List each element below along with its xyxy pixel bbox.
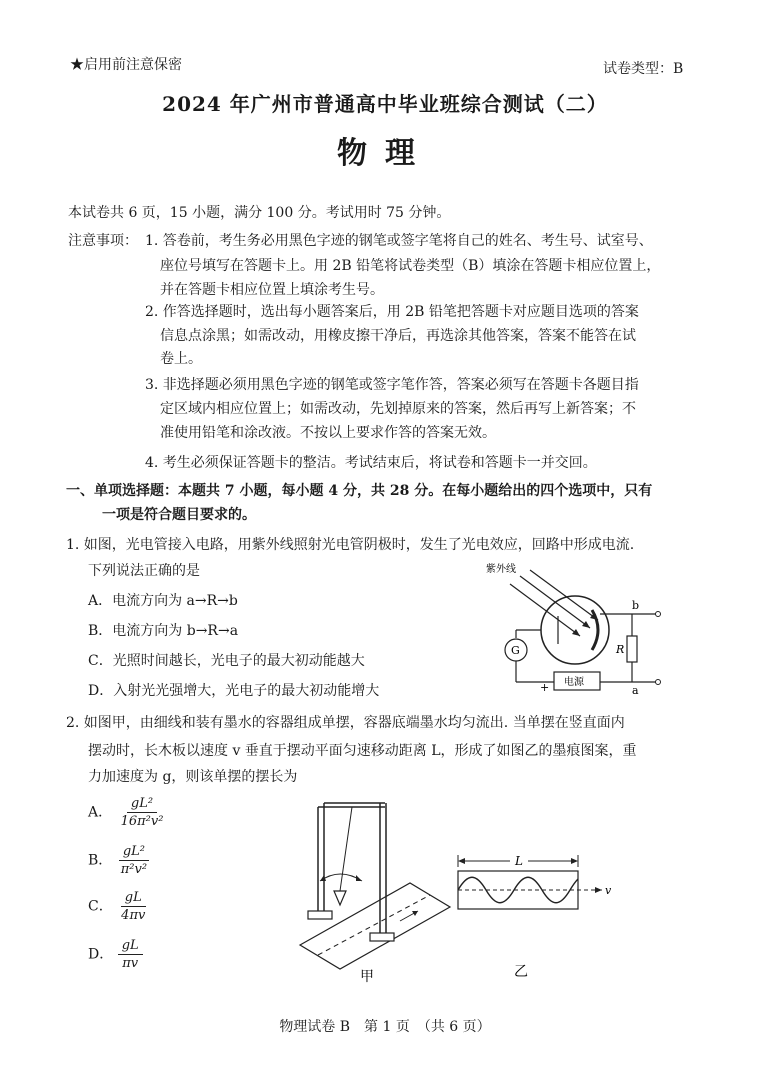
length-label: L [515, 854, 523, 868]
q2-option-a-denominator: 16π²v² [120, 814, 164, 829]
q1-stem-line-2: 下列说法正确的是 [88, 563, 200, 579]
q2-option-d-letter: D． [88, 946, 114, 963]
exam-title: 2024 年广州市普通高中毕业班综合测试（二） [162, 92, 608, 116]
velocity-label: v [605, 884, 612, 897]
note-2-line-1: 2. 作答选择题时，选出每小题答案后，用 2B 铅笔把答题卡对应题目选项的答案 [145, 304, 639, 320]
figure-yi-label: 乙 [514, 964, 528, 980]
q2-option-c [88, 890, 149, 923]
confidential-label: ★启用前注意保密 [70, 57, 182, 73]
pendulum-figure-jia [290, 795, 460, 985]
ink-trace-figure-yi [452, 845, 622, 985]
q2-option-b-numerator: gL² [119, 844, 149, 861]
terminal-a: a [632, 684, 639, 697]
q2-stem-line-3: 力加速度为 g，则该单摆的摆长为 [88, 769, 298, 785]
q2-option-a [88, 796, 167, 829]
q2-stem-line-2: 摆动时，长木板以速度 v 垂直于摆动平面匀速移动距离 L，形成了如图乙的墨痕图案，重 [88, 743, 637, 759]
q2-option-b-denominator: π²v² [120, 862, 148, 877]
wooden-board [300, 883, 450, 969]
q2-option-a-numerator: gL² [127, 796, 157, 813]
q2-option-d-denominator: πv [122, 956, 139, 971]
note-1-line-1: 1. 答卷前，考生务必用黑色字迹的钢笔或签字笔将自己的姓名、考生号、试室号、 [145, 233, 653, 249]
note-1-line-2: 座位号填写在答题卡上。用 2B 铅笔将试卷类型（B）填涂在答题卡相应位置上， [160, 258, 661, 274]
uv-label: 紫外线 [486, 564, 516, 575]
note-1-line-3: 并在答题卡相应位置上填涂考生号。 [160, 282, 384, 298]
q1-option-d: D．入射光光强增大，光电子的最大初动能增大 [88, 683, 380, 699]
resistor [627, 636, 637, 662]
ink-container [334, 891, 346, 905]
note-3-line-2: 定区域内相应位置上；如需改动，先划掉原来的答案，然后再写上新答案；不 [160, 401, 636, 417]
q1-option-c: C．光照时间越长，光电子的最大初动能越大 [88, 653, 365, 669]
plus-sign: + [540, 681, 550, 694]
q2-option-c-letter: C． [88, 898, 113, 915]
q1-stem-line-1: 1. 如图，光电管接入电路，用紫外线照射光电管阴极时，发生了光电效应，回路中形成电流. [66, 537, 635, 553]
notes-label: 注意事项： [68, 233, 138, 249]
section-1-heading: 一、单项选择题：本题共 7 小题，每小题 4 分，共 28 分。在每小题给出的四个选项中，只有 [66, 483, 653, 499]
q2-option-a-letter: A． [88, 804, 113, 821]
section-1-heading-cont: 一项是符合题目要求的。 [102, 507, 256, 523]
note-2-line-2: 信息点涂黑；如需改动，用橡皮擦干净后，再选涂其他答案，答案不能答在试 [160, 328, 636, 344]
q2-option-d-numerator: gL [118, 938, 143, 955]
note-3-line-1: 3. 非选择题必须用黑色字迹的钢笔或签字笔作答，答案必须写在答题卡各题目指 [145, 377, 639, 393]
photoelectric-circuit-figure [480, 558, 680, 698]
subject-title: 物理 [337, 136, 433, 171]
paper-type-label: 试卷类型：B [603, 61, 684, 77]
power-source-label: 电源 [564, 677, 584, 688]
note-2-line-3: 卷上。 [160, 351, 202, 367]
figure-jia-label: 甲 [360, 969, 374, 985]
page-footer: 物理试卷 B 第 1 页 （共 6 页） [279, 1019, 491, 1035]
resistor-label: R [616, 643, 625, 656]
q2-option-b-letter: B． [88, 852, 113, 869]
q2-option-d [88, 938, 143, 971]
q1-option-a: A．电流方向为 a→R→b [88, 593, 238, 609]
q2-option-b [88, 844, 151, 877]
q2-option-c-numerator: gL [121, 890, 146, 907]
note-3-line-3: 准使用铅笔和涂改液。不按以上要求作答的答案无效。 [160, 425, 496, 441]
note-4-line-1: 4. 考生必须保证答题卡的整洁。考试结束后，将试卷和答题卡一并交回。 [145, 455, 597, 471]
q2-stem-line-1: 2. 如图甲，由细线和装有墨水的容器组成单摆，容器底端墨水均匀流出. 当单摆在竖直面内 [66, 715, 625, 731]
q2-option-c-denominator: 4πv [121, 908, 146, 923]
galvanometer-label: G [511, 644, 520, 657]
q1-option-b: B．电流方向为 b→R→a [88, 623, 239, 639]
intro-text: 本试卷共 6 页，15 小题，满分 100 分。考试用时 75 分钟。 [68, 205, 451, 221]
terminal-b: b [632, 599, 640, 612]
